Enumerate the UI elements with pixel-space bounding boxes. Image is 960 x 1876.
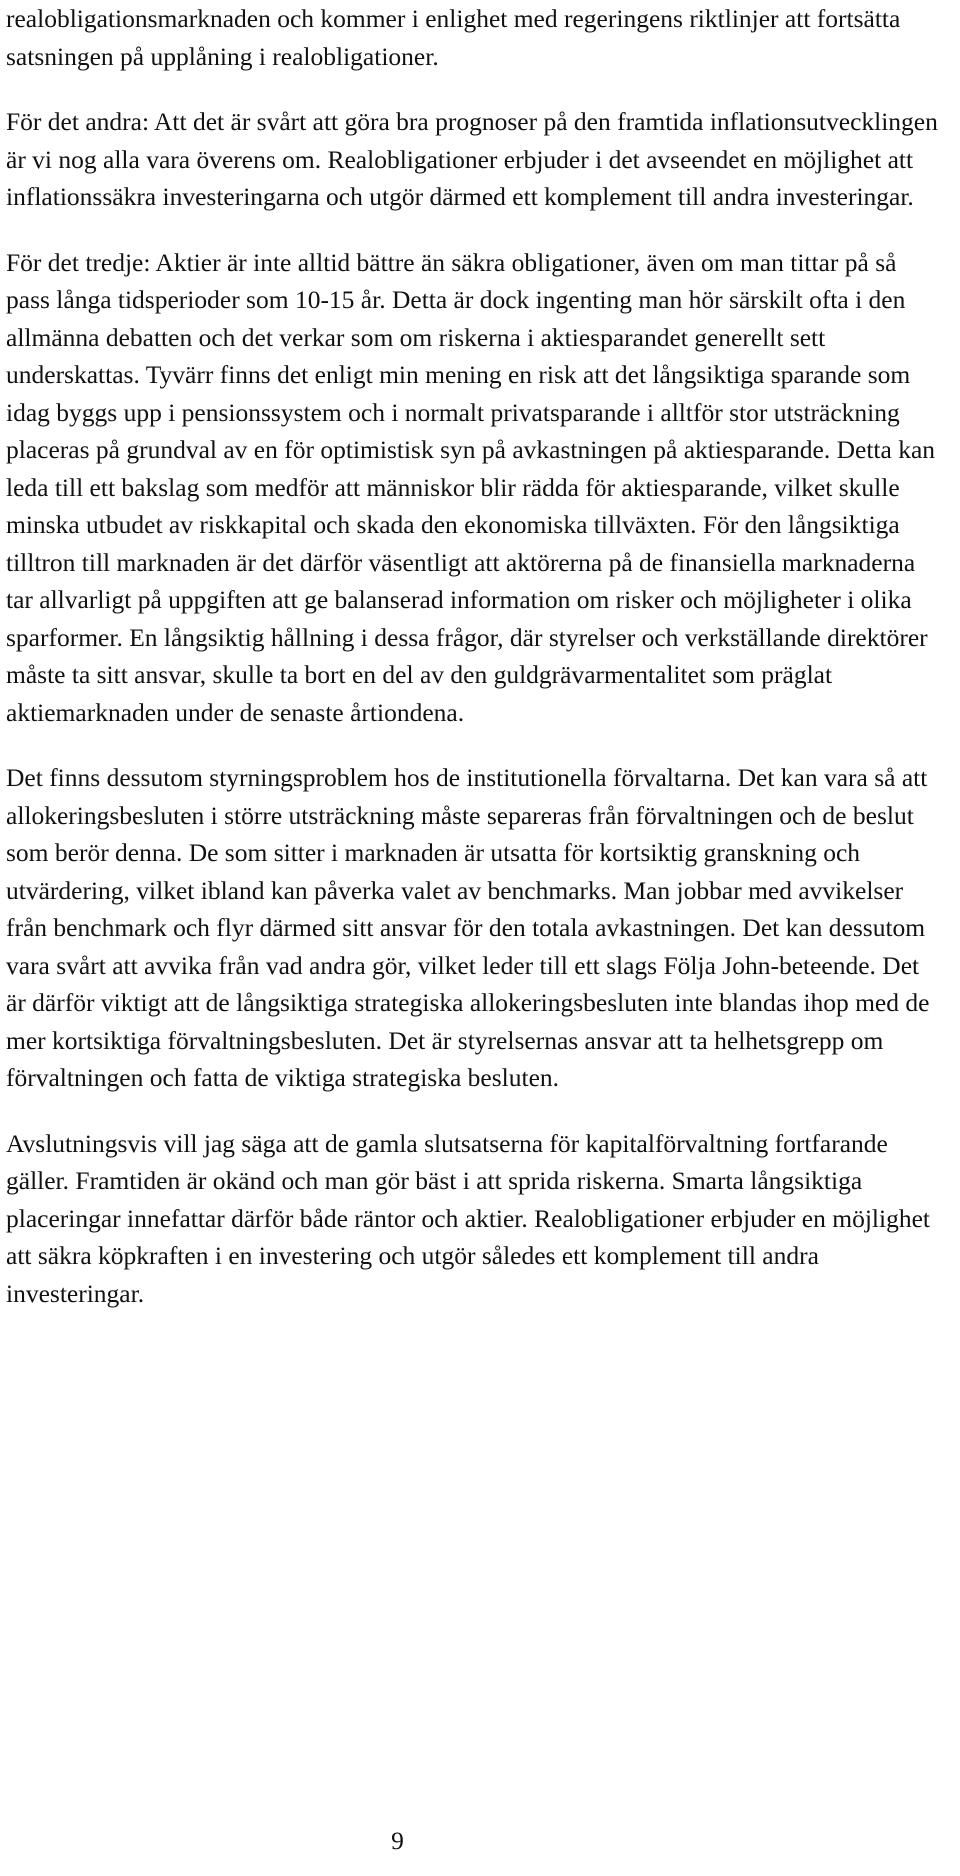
page-number: 9 <box>391 1826 404 1855</box>
paragraph-2: För det andra: Att det är svårt att göra bra prognoser på den framtida inflationsutvecklingen är vi nog alla vara överens om. Realobligationer erbjuder i det avseendet en möjlighet att inflationssäkra investeringarna och utgör därmed ett komplement till andra investeringar. <box>6 107 938 211</box>
body-text <box>6 0 938 1312</box>
paragraph-1: realobligationsmarknaden och kommer i enlighet med regeringens riktlinjer att fortsätta satsningen på upplåning i realobligationer. <box>6 4 901 71</box>
paragraph-4: Det finns dessutom styrningsproblem hos de institutionella förvaltarna. Det kan vara så att allokeringsbesluten i större utsträckning måste separeras från förvaltningen och de beslut som berör denna. De som sitter i marknaden är utsatta för kortsiktig granskning och utvärdering, vilket ibland kan påverka valet av benchmarks. Man jobbar med avvikelser från benchmark och flyr därmed sitt ansvar för den totala avkastningen. Det kan dessutom vara svårt att avvika från vad andra gör, vilket leder till ett slags Följa John-beteende. Det är därför viktigt att de långsiktiga strategiska allokeringsbesluten inte blandas ihop med de mer kortsiktiga förvaltningsbesluten. Det är styrelsernas ansvar att ta helhetsgrepp om förvaltningen och fatta de viktiga strategiska besluten. <box>6 763 930 1092</box>
paragraph-5: Avslutningsvis vill jag säga att de gamla slutsatserna för kapitalförvaltning fortfarande gäller. Framtiden är okänd och man gör bäst i att sprida riskerna. Smarta långsiktiga placeringar innefattar därför både räntor och aktier. Realobligationer erbjuder en möjlighet att säkra köpkraften i en investering och utgör således ett komplement till andra investeringar. <box>6 1128 930 1308</box>
paragraph-3: För det tredje: Aktier är inte alltid bättre än säkra obligationer, även om man tittar på så pass långa tidsperioder som 10-15 år. Detta är dock ingenting man hör särskilt ofta i den allmänna debatten och det verkar som om riskerna i aktiesparandet generellt sett underskattas. Tyvärr finns det enligt min mening en risk att det långsiktiga sparande som idag byggs upp i pensionssystem och i normalt privatsparande i alltför stor utsträckning placeras på grundval av en för optimistisk syn på avkastningen på aktiesparande. Detta kan leda till ett bakslag som medför att människor blir rädda för aktiesparande, vilket skulle minska utbudet av riskkapital och skada den ekonomiska tillväxten. För den långsiktiga tilltron till marknaden är det därför väsentligt att aktörerna på de finansiella marknaderna tar allvarligt på uppgiften att ge balanserad information om risker och möjligheter i olika sparformer. En långsiktig hållning i dessa frågor, där styrelser och verkställande direktörer måste ta sitt ansvar, skulle ta bort en del av den guldgrävarmentalitet som präglat aktiemarknaden under de senaste årtiondena. <box>6 247 936 727</box>
